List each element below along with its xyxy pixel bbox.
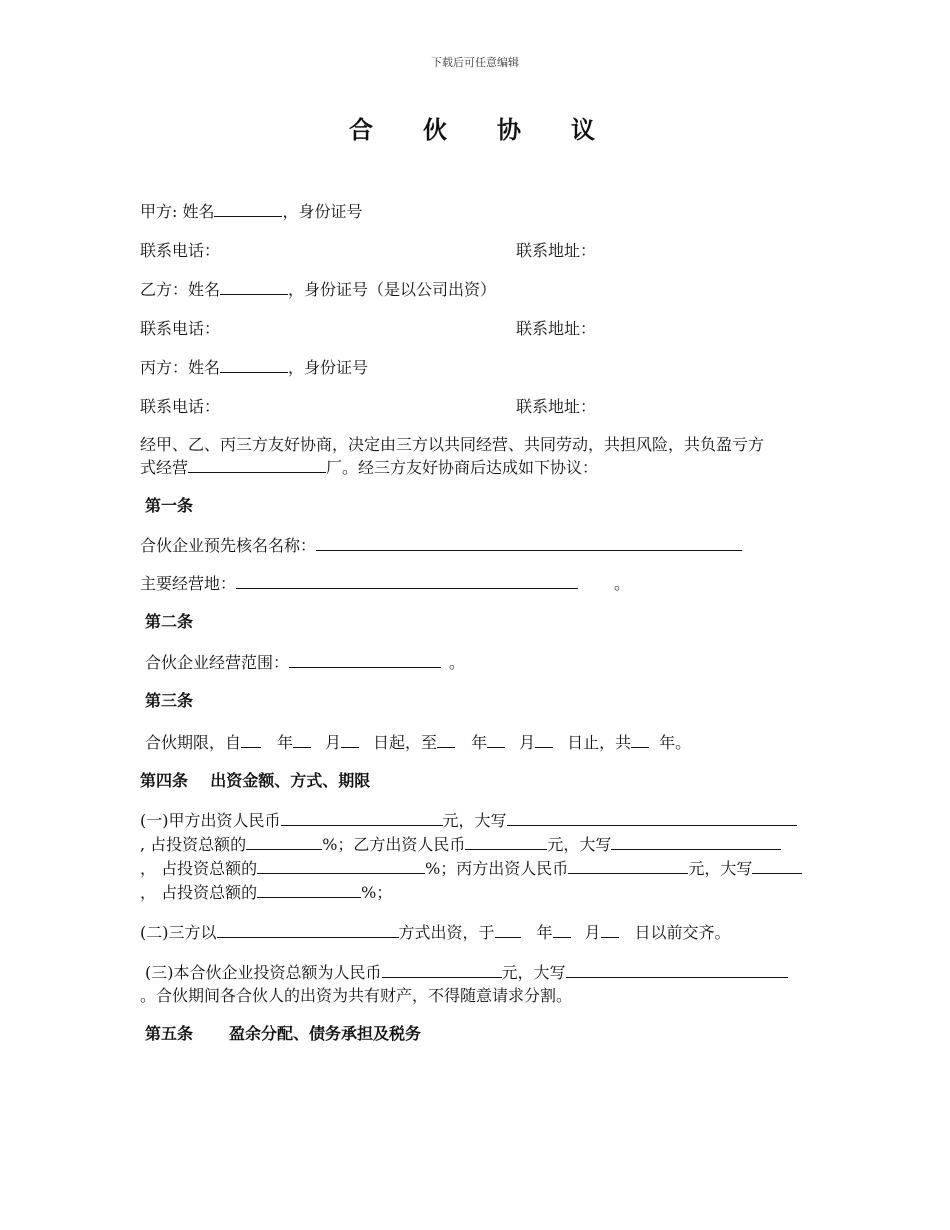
capital-text: (三)本合伙企业投资总额为人民币 (145, 963, 382, 982)
capital-text: 月 (584, 923, 601, 942)
party-a-phone: 联系电话： (140, 241, 221, 260)
enterprise-name-label: 合伙企业预先核名名称： (140, 536, 317, 555)
party-a-share-blank[interactable] (246, 832, 322, 850)
term-text: 月 (519, 733, 536, 752)
party-a-address: 联系地址： (516, 241, 597, 260)
party-c-name-label: 丙方：姓名 (140, 358, 221, 377)
party-b-line (140, 277, 496, 302)
business-place-blank[interactable] (236, 571, 578, 589)
capital-method-line (140, 920, 731, 945)
party-b-name-blank[interactable] (220, 277, 288, 295)
article-2-heading: 第二条 (145, 612, 194, 631)
start-day-blank[interactable] (341, 730, 359, 748)
capital-text: 元，大写 (442, 811, 507, 830)
capital-text: %； (361, 883, 393, 902)
title-char: 协 (497, 115, 527, 144)
title-char: 伙 (423, 115, 453, 144)
term-text: 合伙期限，自 (145, 733, 242, 752)
period-mark: 。 (449, 653, 466, 672)
term-text: 日止，共 (567, 733, 632, 752)
business-place-line (140, 571, 630, 596)
deadline-month-blank[interactable] (553, 920, 571, 938)
business-place-label: 主要经营地： (140, 574, 237, 593)
term-text: 年 (277, 733, 294, 752)
party-c-id-label: ，身份证号 (288, 358, 369, 377)
total-amount-blank[interactable] (382, 960, 502, 978)
capital-line-3 (140, 856, 802, 881)
total-amount-words-blank[interactable] (566, 960, 788, 978)
total-years-blank[interactable] (631, 730, 649, 748)
period-mark: 。 (614, 574, 631, 593)
party-b-id-label: ，身份证号（是以公司出资） (288, 280, 497, 299)
header-note: 下载后可任意编辑 (431, 56, 519, 69)
party-c-phone: 联系电话： (140, 397, 221, 416)
deadline-year-blank[interactable] (495, 920, 521, 938)
party-c-amount-words-blank[interactable] (752, 856, 802, 874)
capital-text: %；丙方出资人民币 (425, 859, 569, 878)
enterprise-name-blank[interactable] (316, 533, 742, 551)
party-c-address: 联系地址： (516, 397, 597, 416)
party-a-amount-words-blank[interactable] (507, 808, 797, 826)
article-5-heading (145, 1022, 421, 1046)
article-5-number: 第五条 (145, 1024, 194, 1043)
party-b-name-label: 乙方：姓名 (140, 280, 221, 299)
party-c-share-blank[interactable] (257, 880, 361, 898)
capital-line-2 (140, 832, 781, 857)
end-day-blank[interactable] (535, 730, 553, 748)
capital-line-1 (140, 808, 797, 833)
article-1-heading: 第一条 (145, 496, 194, 515)
intro-text-a: 式经营 (140, 458, 189, 477)
title-char: 合 (349, 115, 379, 144)
term-text: 年 (471, 733, 488, 752)
party-a-name-label: 甲方: 姓名 (140, 202, 215, 221)
page-title (0, 110, 950, 145)
capital-text: ， 占投资总额的 (140, 883, 258, 902)
party-b-phone: 联系电话： (140, 319, 221, 338)
capital-text: ， 占投资总额的 (140, 859, 258, 878)
business-scope-blank[interactable] (289, 650, 441, 668)
title-char: 议 (571, 115, 601, 144)
intro-line-2 (140, 455, 598, 480)
party-c-name-blank[interactable] (220, 355, 288, 373)
party-c-line (140, 355, 368, 380)
business-name-blank[interactable] (188, 455, 326, 473)
end-year-blank[interactable] (437, 730, 455, 748)
article-5-title: 盈余分配、债务承担及税务 (229, 1024, 422, 1043)
capital-method-blank[interactable] (217, 920, 399, 938)
party-b-address: 联系地址： (516, 319, 597, 338)
article-3-heading: 第三条 (145, 691, 194, 710)
term-line (145, 730, 691, 755)
capital-text: %；乙方出资人民币 (322, 835, 466, 854)
capital-text: 元，大写 (501, 963, 566, 982)
end-month-blank[interactable] (487, 730, 505, 748)
business-scope-line (145, 650, 465, 675)
party-c-amount-blank[interactable] (568, 856, 688, 874)
term-text: 日起，至 (373, 733, 438, 752)
party-a-name-blank[interactable] (214, 199, 282, 217)
common-property-line: 。合伙期间各合伙人的出资为共有财产，不得随意请求分割。 (140, 986, 573, 1005)
capital-text: 方式出资，于 (398, 923, 495, 942)
party-a-amount-blank[interactable] (281, 808, 443, 826)
capital-text: 元，大写 (547, 835, 612, 854)
start-month-blank[interactable] (293, 730, 311, 748)
capital-text: 年 (536, 923, 553, 942)
intro-line-1: 经甲、乙、丙三方友好协商，决定由三方以共同经营、共同劳动，共担风险，共负盈亏方 (140, 435, 765, 454)
capital-text: 元，大写 (688, 859, 753, 878)
party-a-id-label: ，身份证号 (282, 202, 363, 221)
capital-text: , 占投资总额的 (140, 835, 247, 854)
start-year-blank[interactable] (241, 730, 261, 748)
capital-text: 日以前交齐。 (634, 923, 731, 942)
capital-text: (二)三方以 (140, 923, 217, 942)
article-4-heading: 第四条 出资金额、方式、期限 (140, 771, 371, 790)
business-scope-label: 合伙企业经营范围： (145, 653, 290, 672)
party-b-share-blank[interactable] (257, 856, 425, 874)
total-investment-line (145, 960, 788, 985)
party-a-line (140, 199, 363, 224)
party-b-amount-words-blank[interactable] (611, 832, 781, 850)
intro-text-b: 厂。经三方友好协商后达成如下协议： (326, 458, 599, 477)
deadline-day-blank[interactable] (601, 920, 619, 938)
enterprise-name-line (140, 533, 742, 558)
party-b-amount-blank[interactable] (465, 832, 547, 850)
term-text: 月 (325, 733, 342, 752)
capital-line-4 (140, 880, 392, 905)
capital-text: (一)甲方出资人民币 (140, 811, 281, 830)
term-text: 年。 (659, 733, 692, 752)
